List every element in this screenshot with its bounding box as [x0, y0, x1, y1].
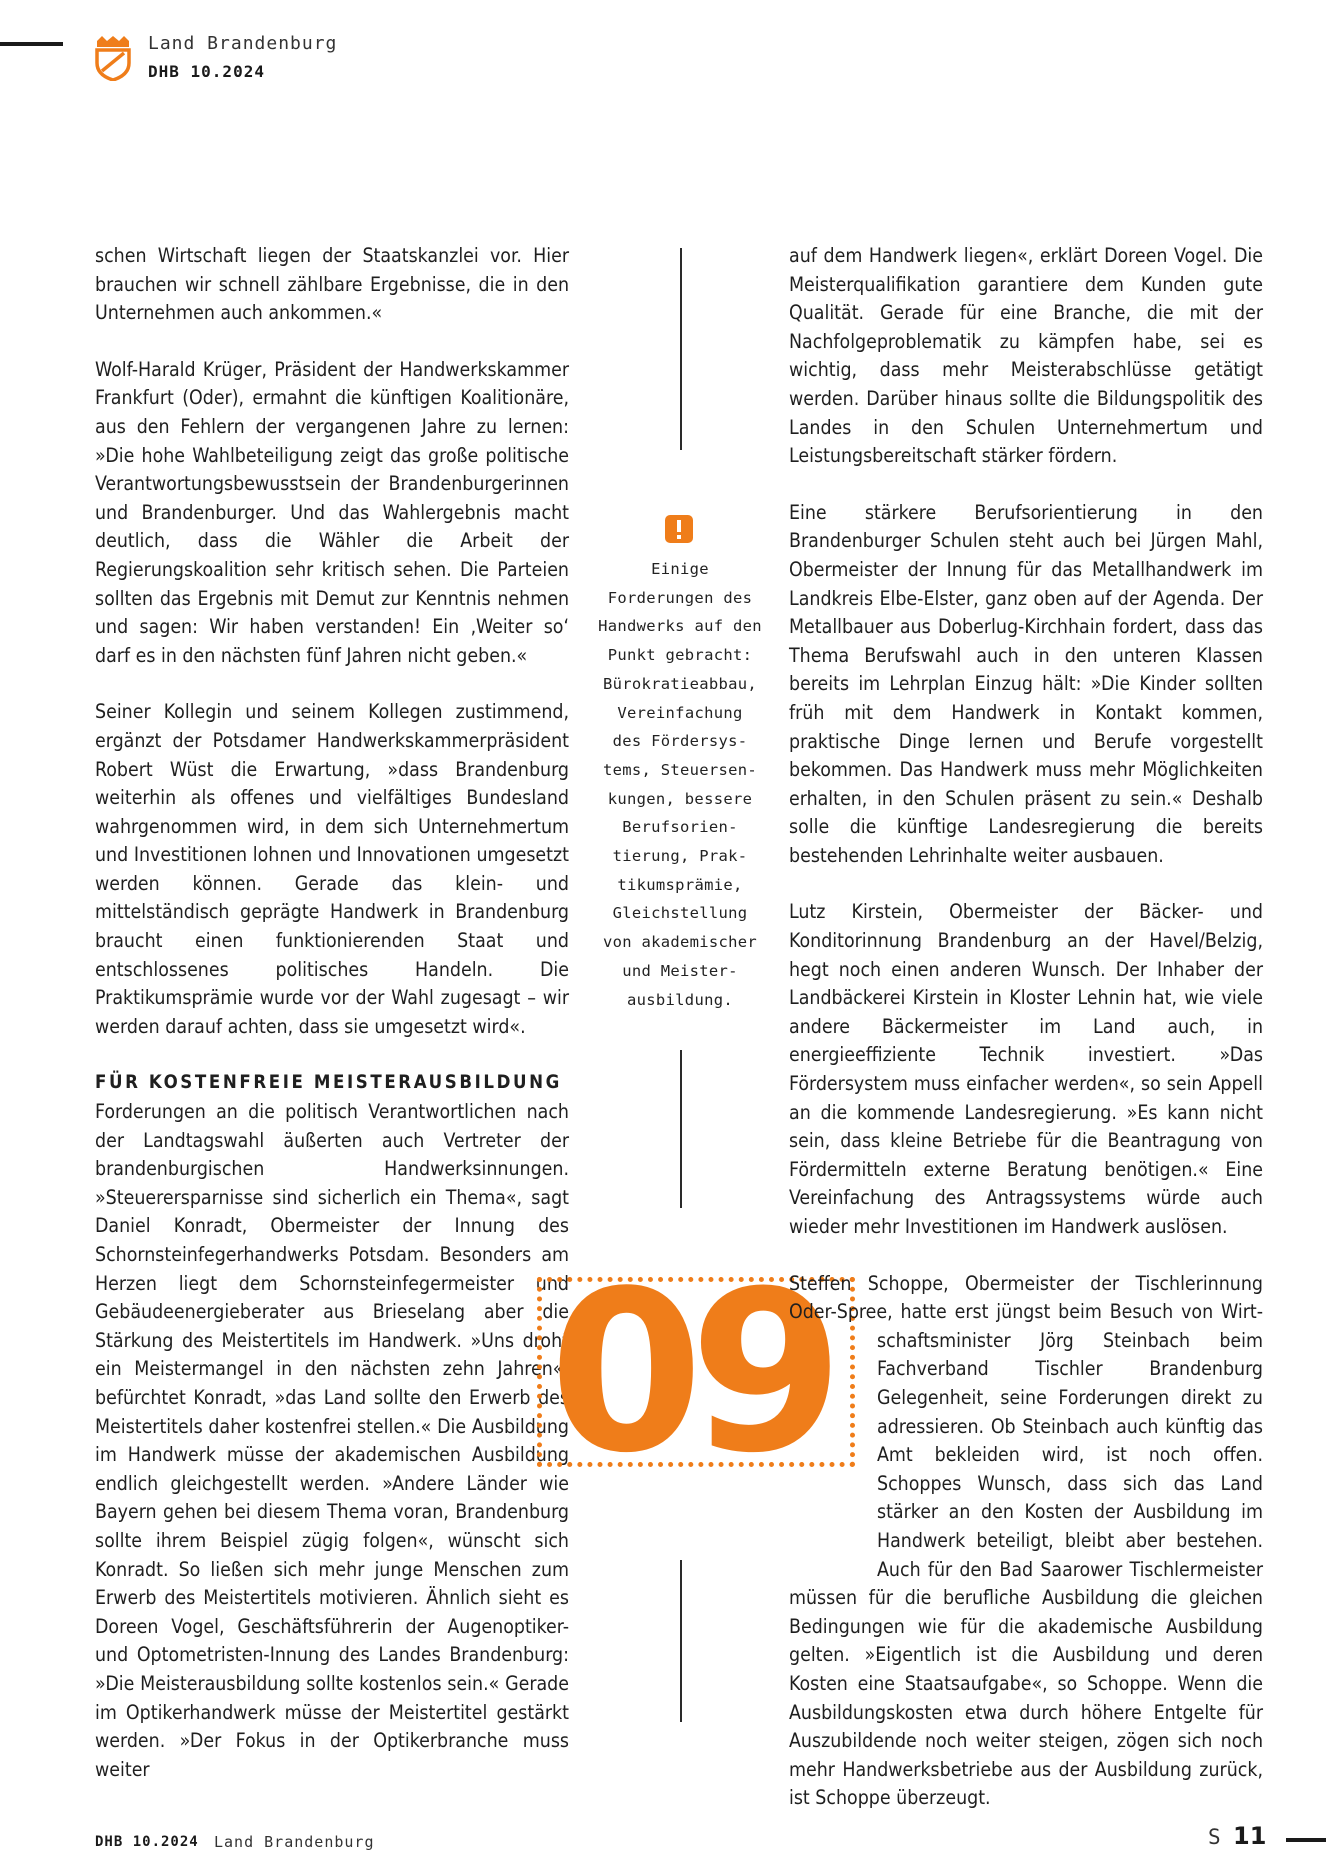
right-column: [789, 242, 1263, 1813]
callout-line: Gleichstellung: [612, 904, 748, 923]
callout-text: [588, 555, 772, 1014]
callout-line: Forderungen des: [607, 588, 753, 607]
bottom-right-rule: [1286, 1838, 1326, 1842]
number-box-value: 09: [549, 1244, 830, 1502]
callout-line: Punkt gebracht:: [607, 646, 753, 665]
callout-line: tierung, Prak-: [612, 847, 748, 866]
footer-page-number: 11: [1233, 1822, 1267, 1850]
right-paragraph-4-rest: schaftsminister Jörg Steinbach beim Fachverband Tischler Brandenburg Gelegenheit, seine Forderungen direkt zu adressieren. Ob Steinbach auch künftig das Amt bekleiden wird, ist noch offen. Schoppes Wunsch, dass sich das Land stärker an den Kosten der Ausbildung im Handwerk beteiligt, bleibt aber bestehen. Auch für den Bad Saarower Tischlermeister müssen für die berufliche Ausbildung die gleichen Bedingungen wie für die akademische Ausbildung gelten. »Eigentlich ist die Ausbildung und deren Kosten eine Staatsaufgabe«, so Schoppe. Wenn die Ausbildungskosten etwa durch höhere Entgelte für Auszubildende noch weiter steigen, zögen sich noch mehr Handwerksbetriebe aus der Ausbildung zurück, ist Schoppe überzeugt.: [789, 1328, 1263, 1810]
right-paragraph-3: Lutz Kirstein, Obermeister der Bäcker- und Konditorinnung Brandenburg an der Havel/Belzig, hegt noch einen anderen Wunsch. Der Inhaber der Landbäckerei Kirstein in Kloster Lehnin hat, wie viele andere Bäckermeister im Land auch, in energieeffiziente Technik investiert. »Das Fördersystem muss einfacher werden«, so sein Appell an die kommende Landesregierung. »Es kann nicht sein, dass kleine Betriebe für die Beantragung von Fördermitteln externe Beratung benötigen.« Eine Vereinfachung des Antragssystems würde auch wieder mehr Investitionen im Handwerk auslösen.: [789, 900, 1263, 1238]
left-paragraph-2: Wolf-Harald Krüger, Präsident der Handwerkskammer Frankfurt (Oder), ermahnt die künftigen Koalitionäre, aus den Fehlern der vergangenen Jahre zu lernen: »Die hohe Wahlbeteiligung zeigt das große politische Verantwortungsbewusstsein der Brandenburgerinnen und Brandenburger. Und das Wahlergebnis macht deutlich, dass die Wähler die Arbeit der Regierungskoalition sehr kritisch sehen. Die Parteien sollten das Ergebnis mit Demut zur Kenntnis nehmen und sagen: Wir haben verstanden! Ein ‚Weiter so‘ darf es in den nächsten fünf Jahren nicht geben.«: [95, 357, 569, 667]
left-paragraph-1: schen Wirtschaft liegen der Staatskanzlei vor. Hier brauchen wir schnell zählbare Ergebnisse, die in den Unternehmen auch ankommen.«: [95, 244, 569, 325]
callout-line: Berufsorien-: [622, 818, 738, 837]
callout-line: Handwerks auf den: [598, 617, 762, 636]
callout-divider-bottom: [680, 1560, 682, 1722]
callout-line: des Fördersys-: [612, 732, 748, 751]
callout-line: tikumsprämie,: [617, 875, 743, 894]
top-left-rule: [0, 42, 63, 46]
header-region: Land Brandenburg: [148, 33, 338, 54]
callout-line: Bürokratieabbau,: [602, 674, 758, 693]
callout-line: kungen, bessere: [607, 789, 753, 808]
left-column: [95, 242, 569, 1784]
callout-line: ausbildung.: [627, 990, 733, 1009]
footer-page-prefix: S: [1208, 1825, 1221, 1849]
exclamation-icon: [665, 515, 693, 543]
number-box-wrap-space: [789, 1327, 877, 1584]
callout-line: von akademischer: [602, 933, 758, 952]
callout-line: und Meister-: [622, 961, 738, 980]
right-paragraph-1: auf dem Handwerk liegen«, erklärt Doreen Vogel. Die Meisterqualifikation garantiere dem Kunden gute Qualität. Gerade für eine Branche, die mit der Nachfolgeproblematik zu kämpfen habe, sei es wichtig, dass mehr Meisterabschlüsse getätigt werden. Darüber hinaus sollte die Bildungspolitik des Landes in den Schulen Unternehmertum und Leistungsbereitschaft stärker fördern.: [789, 244, 1263, 468]
right-paragraph-4: [789, 1270, 1263, 1813]
right-paragraph-2: Eine stärkere Berufsorientierung in den Brandenburger Schulen steht auch bei Jürgen Mahl, Obermeister der Innung für das Metallhandwerk im Landkreis Elbe-Elster, ganz oben auf der Agenda. Der Metallbauer aus Doberlug-Kirchhain fordert, dass das Thema Berufswahl auch in den unteren Klassen bereits im Lehrplan Einzug hält: »Die Kinder sollten früh mit dem Handwerk in Kontakt kommen, praktische Dinge lernen und Berufe vorgestellt bekommen. Das Handwerk muss mehr Möglichkeiten erhalten, in den Schulen präsent zu sein.« Deshalb solle die künftige Landesregierung die bereits bestehenden Lehrinhalte weiter ausbauen.: [789, 500, 1263, 867]
left-paragraph-4: Forderungen an die politisch Verantwortlichen nach der Landtagswahl äußerten auch Vertreter der brandenburgischen Handwerksinnungen. »Steuerersparnisse sind sicherlich ein Thema«, sagt Daniel Konradt, Obermeister der Innung des Schornsteinfegerhandwerks Potsdam. Besonders am Herzen liegt dem Schornsteinfegermeister und Gebäudeenergieberater aus Brieselang aber die Stärkung des Meistertitels im Handwerk. »Uns droht ein Meistermangel in den nächsten zehn Jahren«, befürchtet Konradt, »das Land sollte den Erwerb des Meistertitels daher kostenfrei stellen.« Die Ausbildung im Handwerk müsse der akademischen Ausbildung endlich gleichgestellt werden. »Andere Länder wie Bayern gehen bei diesem Thema voran, Brandenburg sollte ihrem Beispiel zügig folgen«, wünscht sich Konradt. So ließen sich mehr junge Menschen zum Erwerb des Meistertitels motivieren. Ähnlich sieht es Doreen Vogel, Geschäftsführerin der Augenoptiker- und Optometristen-Innung des Landes Brandenburg: »Die Meisterausbildung sollte kostenlos sein.« Gerade im Optikerhandwerk müsse der Meistertitel gestärkt werden. »Der Fokus in der Optikerbranche muss weiter: [95, 1100, 569, 1781]
callout-divider-top: [680, 248, 682, 450]
callout-line: Vereinfachung: [617, 703, 743, 722]
section-heading: FÜR KOSTENFREIE MEISTERAUSBILDUNG: [95, 1072, 562, 1094]
crest-logo-icon: [93, 35, 133, 81]
header-issue: DHB 10.2024: [148, 62, 265, 81]
callout-divider-middle: [680, 1050, 682, 1208]
footer-region: Land Brandenburg: [214, 1833, 375, 1851]
callout-line: Einige: [651, 560, 709, 578]
right-paragraph-4-lead: Steffen Schoppe, Obermeister der Tischlerinnung Oder-Spree, hatte erst jüngst beim Besuch von Wirt-: [789, 1271, 1263, 1324]
footer-issue: DHB 10.2024: [95, 1834, 199, 1850]
callout-line: tems, Steuersen-: [602, 760, 758, 779]
left-paragraph-3: Seiner Kollegin und seinem Kollegen zustimmend, ergänzt der Potsdamer Handwerkskammerpräsident Robert Wüst die Erwartung, »dass Brandenburg weiterhin als offenes und vielfältiges Bundesland wahrgenommen wird, in dem sich Unternehmertum und Investitionen lohnen und Innovationen umgesetzt werden können. Gerade das klein- und mittelständisch geprägte Handwerk in Brandenburg braucht einen funktionierenden Staat und entschlossenes politisches Handeln. Die Praktikumsprämie wurde vor der Wahl zugesagt – wir werden darauf achten, dass sie umgesetzt wird«.: [95, 700, 569, 1038]
